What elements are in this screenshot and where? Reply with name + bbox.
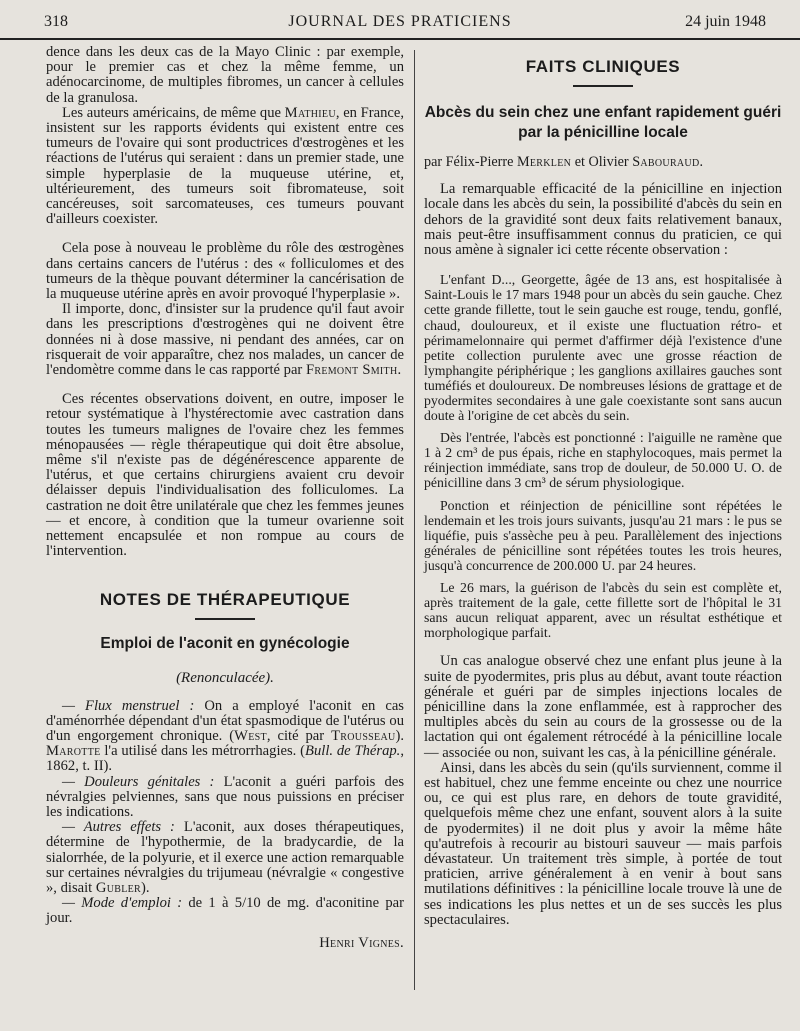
author-name: Mathieu (284, 104, 336, 121)
paragraph: Ainsi, dans les abcès du sein (qu'ils surviennent, comme il est habituel, chez une femme enceinte ou chez une nourrice ou, ce qui est plus rare, en dehors de toute gravidité, quelquefois même chez une enfant, souvent alors à la suite de pyodermites) il ne doit plus y avoir la même hâte qu'autrefois à recourir au bistouri sauveur — mais parfois dévastateur. Un traitement très simple, à portée de tout praticien, arrive généralement à en venir à bout sans mutilations définitives : la pénicilline locale trouve là une de ses indications les plus nettes et un de ses succès les plus spectaculaires. (424, 759, 782, 928)
item-label: — Douleurs génitales : (62, 773, 215, 790)
author-name: Gubler (95, 879, 141, 896)
paragraph: L'enfant D..., Georgette, âgée de 13 ans, est hospitalisée à Saint-Louis le 17 mars 1948 pour un abcès du sein gauche. Chez cette grande fillette, tout le sein gauche est rouge, tendu, gonflé, chaud, douloureux, et il existe une fluctuation rétro- et périmamelonnaire qui permet d'affirmer déjà l'existence d'une petite collection purulente avec une grosse réaction de lymphangite périphérique ; les ganglions axillaires gauches sont tuméfiés et douloureux. De nombreuses lésions de grattage et de pyodermites secondaires à une gale coexistante sont sans aucun doute à l'origine de cet abcès du sein. (424, 272, 782, 424)
paragraph: Ponction et réinjection de pénicilline sont répétées le lendemain et les trois jours suivants, jusqu'au 21 mars : le pus se liquéfie, puis s'assèche peu à peu. Parallèlement des injections générales de pénicilline sont répétées toutes les trois heures, jusqu'à concurrence de 200.000 U. par 24 heures. (424, 497, 782, 573)
item-label: — Flux menstruel : (62, 697, 195, 714)
issue-date: 24 juin 1948 (685, 13, 766, 30)
page-number: 318 (44, 13, 68, 30)
journal-title: JOURNAL DES PRATICIENS (288, 13, 512, 30)
page-header (0, 0, 800, 40)
paragraph: dence dans les deux cas de la Mayo Clinic : par exemple, pour le premier cas et chez la même femme, un adénocarcinome, de multiples fibromes, un cancer à cellules de la granulosa. (46, 44, 404, 106)
text-run: , cité par (266, 727, 332, 744)
paragraph (46, 896, 404, 926)
author-name: Sabouraud (632, 154, 700, 170)
text-run: ). (395, 727, 405, 744)
paragraph: La remarquable efficacité de la pénicilline en injection locale dans les abcès du sein, la possibilité d'abcès du sein en dehors de la gravidité sont deux faits relativement banaux, mais peut-être insuffisamment connus du praticien, ce qui nous amène à signaler ici cette récente observation : (424, 181, 782, 259)
text-run: de 1 à 5/10 de mg. d'aconitine par jour. (46, 895, 404, 927)
text-run: ). (141, 879, 150, 896)
text-run: L'aconit, aux doses thérapeutiques, détermine de l'hypothermie, de la bradycardie, de la sialorrhée, de la polyurie, et il exerce une action remarquable sur certaines névralgies du trijumeau (névralgie « congestive », disait (46, 819, 404, 896)
text-run: par Félix-Pierre (424, 154, 517, 170)
paragraph: Le 26 mars, la guérison de l'abcès du sein est complète et, après traitement de la gale, cette fillette sort de l'hôpital le 31 sans aucun reliquat apparent, avec un résultat esthétique et morphologique parfait. (424, 580, 782, 641)
author-name: Trousseau (331, 727, 396, 744)
article-subtitle: (Renonculacée). (176, 669, 274, 686)
signature: Henri Vignes. (319, 934, 404, 951)
text-run: , 1862, t. II). (46, 743, 404, 775)
article-title: Abcès du sein chez une enfant rapidement guéri par la pénicilline locale (424, 104, 782, 141)
text-run: l'a utilisé dans les métrorrhagies. ( (100, 743, 306, 760)
author-name: Merklen (516, 154, 572, 170)
item-label: — Mode d'emploi : (62, 895, 183, 912)
paragraph: Cela pose à nouveau le problème du rôle des œstrogènes dans certains cancers de l'utérus : des « folliculomes et des tumeurs de la thèque pouvant déterminer la cancérisation de la muqueuse utérine après en avoir provoqué l'hyperplasie ». (46, 240, 404, 303)
section-title: FAITS CLINIQUES (525, 57, 681, 76)
paragraph (46, 775, 404, 821)
observation-block (424, 272, 782, 640)
text-run: Les auteurs américains, de même que (62, 104, 285, 121)
text-run: , en France, insistent sur les rapports évidents qui existent entre ces tumeurs de l'ovaire qui sont productrices d'œstrogènes et les réactions de l'utérus qui seraient : dans un premier stade, une simple hyperplasie de la muqueuse utérine, et, ultérieurement, des tumeurs soit fibromateuse, soit cancéreuses, soit sarcomateuses, ces tumeurs pouvant d'ailleurs coexister. (46, 104, 404, 228)
column-divider (414, 50, 415, 990)
right-column (424, 45, 782, 928)
author-name: Marotte (46, 743, 101, 760)
paragraph: Dès l'entrée, l'abcès est ponctionné : l'aiguille ne ramène que 1 à 2 cm³ de pus épais, riche en staphylocoques, mais permet la réinjection immédiate, sans trop de douleur, de 50.000 U. O. de pénicilline dans 3 cm³ de sérum physiologique. (424, 430, 782, 491)
paragraph (46, 699, 404, 775)
text-run: L'aconit a guéri parfois des névralgies pelviennes, sans que nous puissions en préciser les indications. (46, 773, 405, 820)
item-label: — Autres effets : (62, 819, 175, 836)
paragraph (46, 302, 404, 378)
section-title: NOTES DE THÉRAPEUTIQUE (99, 589, 351, 609)
text-run: . (397, 362, 402, 379)
paragraph: Ces récentes observations doivent, en outre, imposer le retour systématique à l'hystérectomie avec castration dans toutes les tumeurs malignes de l'ovaire chez les femmes ménopausées — règle thérapeutique qui doit être absolue, même s'il n'existe pas de dégénérescence apparente de l'utérus, et que certains chirurgiens avaient cru devoir délaisser depuis l'individualisation des folliculomes. La castration ne doit être unilatérale que chez les femmes jeunes — et encore, à condition que la tumeur ovarienne soit nettement encapsulée et non rompue au cours de l'intervention. (46, 391, 404, 560)
author-name: Fremont Smith (305, 362, 398, 379)
text-run: On a employé l'aconit en cas d'aménorrhée dépendant d'un état spasmodique de l'utérus ou d'un engorgement chronique. ( (46, 697, 404, 744)
text-run: . (699, 154, 704, 170)
paragraph: Un cas analogue observé chez une enfant plus jeune à la suite de pyodermites, pris plus au début, avant toute réaction générale et guéri par de simples injections locales de pénicilline dans la zone enflammée, est à rapprocher des multiples abcès du sein au cours de la grossesse ou de la lactation qui ont également rétrocédé à la pénicilline locale — associée ou non, suivant les cas, à la pénicilline générale. (424, 653, 782, 761)
paragraph (46, 820, 404, 896)
text-run: Il importe, donc, d'insister sur la prudence qu'il faut avoir dans les prescriptions d'œstrogènes qui ne doivent être données ni à dose massive, ni pendant des années, car on risquerait de voir apparaître, chez nos malades, un cancer de l'endomètre comme dans le cas rapporté par (46, 301, 404, 379)
reference: Bull. de Thérap. (305, 743, 401, 760)
paragraph (46, 106, 404, 228)
text-run: et Olivier (571, 154, 633, 170)
author-name: West (234, 727, 267, 744)
byline (424, 155, 782, 170)
left-column (46, 45, 404, 952)
article-title: Emploi de l'aconit en gynécologie (100, 634, 350, 652)
